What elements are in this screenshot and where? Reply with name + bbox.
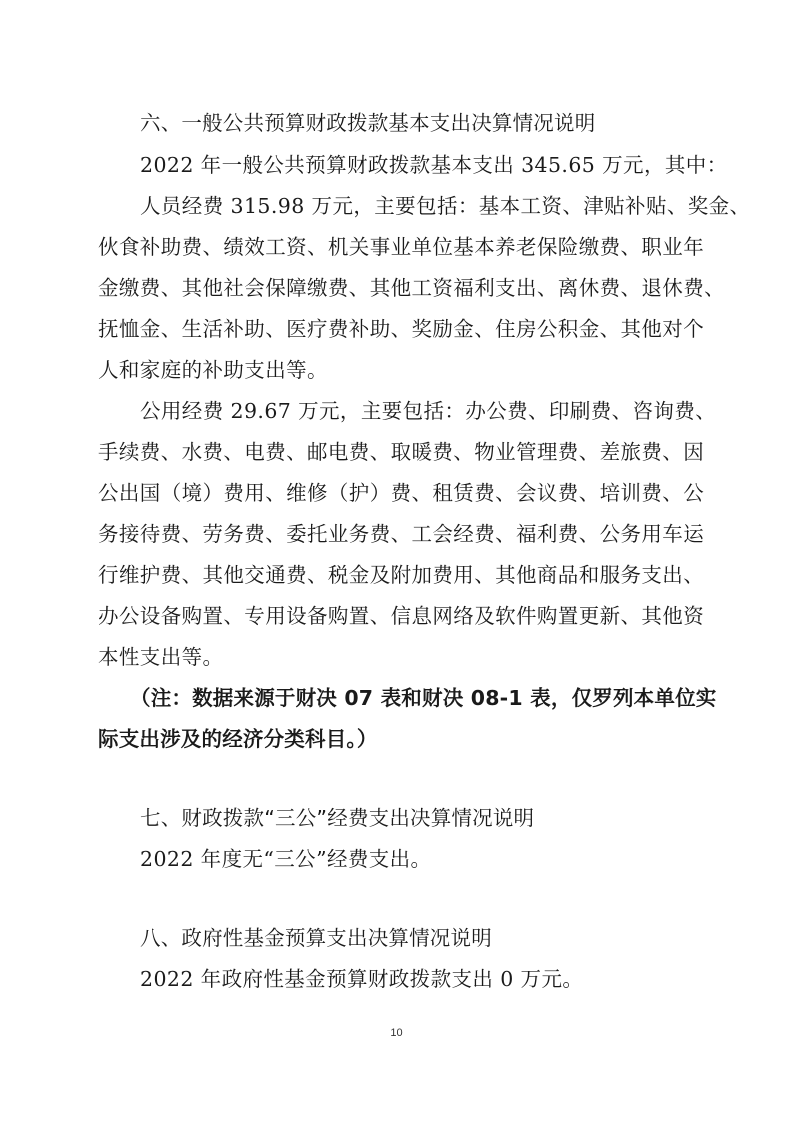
public-expense-line: 手续费、水费、电费、邮电费、取暖费、物业管理费、差旅费、因 — [98, 440, 705, 464]
section-6-summary: 2022 年一般公共预算财政拨款基本支出 345.65 万元，其中： — [140, 153, 728, 177]
section-7-heading: 七、财政拨款“三公”经费支出决算情况说明 — [140, 806, 535, 830]
personnel-line: 金缴费、其他社会保障缴费、其他工资福利支出、离休费、退休费、 — [98, 276, 725, 300]
personnel-line: 伙食补助费、绩效工资、机关事业单位基本养老保险缴费、职业年 — [98, 235, 705, 259]
section-8-text: 2022 年政府性基金预算财政拨款支出 0 万元。 — [140, 967, 584, 991]
data-source-note: 际支出涉及的经济分类科目。） — [98, 727, 378, 751]
data-source-note: （注：数据来源于财决 07 表和财决 08-1 表，仅罗列本单位实 — [130, 686, 717, 710]
section-8-heading: 八、政府性基金预算支出决算情况说明 — [140, 926, 492, 950]
public-expense-line: 本性支出等。 — [98, 645, 224, 669]
personnel-line: 人员经费 315.98 万元，主要包括：基本工资、津贴补贴、奖金、 — [140, 194, 751, 218]
section-6-heading: 六、一般公共预算财政拨款基本支出决算情况说明 — [140, 111, 596, 135]
personnel-line: 抚恤金、生活补助、医疗费补助、奖励金、住房公积金、其他对个 — [98, 317, 705, 341]
public-expense-line: 公用经费 29.67 万元，主要包括：办公费、印刷费、咨询费、 — [140, 399, 717, 423]
personnel-line: 人和家庭的补助支出等。 — [98, 358, 328, 382]
section-7-text: 2022 年度无“三公”经费支出。 — [140, 847, 432, 871]
public-expense-line: 办公设备购置、专用设备购置、信息网络及软件购置更新、其他资 — [98, 604, 705, 628]
page-number: 10 — [390, 1027, 403, 1039]
public-expense-line: 公出国（境）费用、维修（护）费、租赁费、会议费、培训费、公 — [98, 481, 705, 505]
public-expense-line: 行维护费、其他交通费、税金及附加费用、其他商品和服务支出、 — [98, 563, 705, 587]
public-expense-line: 务接待费、劳务费、委托业务费、工会经费、福利费、公务用车运 — [98, 522, 705, 546]
